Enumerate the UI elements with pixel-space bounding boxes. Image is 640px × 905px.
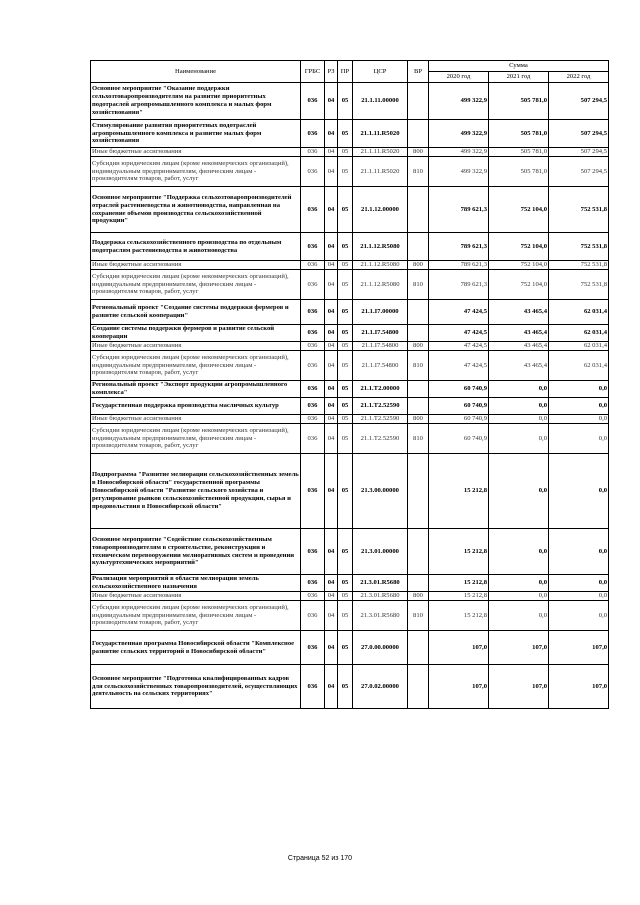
cell-name: Государственная программа Новосибирской области "Комплексное развитие сельских территорий в Новосибирской области"	[91, 631, 301, 665]
cell-csr: 27.0.00.00000	[353, 631, 408, 665]
cell-csr: 21.1.T2.52590	[353, 424, 408, 454]
cell-rz: 04	[325, 342, 338, 351]
cell-csr: 21.1.11.00000	[353, 83, 408, 120]
cell-y2021: 0,0	[489, 529, 549, 575]
table-row	[91, 261, 609, 270]
table-body	[91, 83, 609, 709]
cell-grbs: 036	[301, 342, 325, 351]
cell-rz: 04	[325, 300, 338, 325]
cell-name: Региональный проект "Создание системы поддержки фермеров и развитие сельской кооперации"	[91, 300, 301, 325]
cell-rz: 04	[325, 575, 338, 592]
cell-csr: 21.1.11.R5020	[353, 157, 408, 187]
cell-pr: 05	[338, 529, 353, 575]
cell-y2021: 505 781,0	[489, 83, 549, 120]
cell-y2020: 60 740,9	[429, 424, 489, 454]
table-row	[91, 120, 609, 148]
cell-vr	[408, 631, 429, 665]
cell-name: Иные бюджетные ассигнования	[91, 342, 301, 351]
table-row	[91, 529, 609, 575]
cell-y2020: 499 322,9	[429, 83, 489, 120]
cell-pr: 05	[338, 187, 353, 233]
cell-grbs: 036	[301, 381, 325, 398]
cell-y2022: 0,0	[549, 592, 609, 601]
header-pr: ПР	[338, 61, 353, 83]
cell-y2021: 752 104,0	[489, 233, 549, 261]
cell-y2021: 43 465,4	[489, 351, 549, 381]
cell-y2021: 0,0	[489, 454, 549, 529]
cell-grbs: 036	[301, 270, 325, 300]
cell-pr: 05	[338, 398, 353, 415]
cell-csr: 21.3.01.R5680	[353, 592, 408, 601]
cell-y2022: 752 531,8	[549, 270, 609, 300]
cell-name: Поддержка сельскохозяйственного производства по отдельным подотраслям растениеводства и животноводства	[91, 233, 301, 261]
cell-vr	[408, 381, 429, 398]
cell-y2022: 0,0	[549, 415, 609, 424]
cell-y2021: 0,0	[489, 415, 549, 424]
cell-grbs: 036	[301, 261, 325, 270]
cell-vr	[408, 187, 429, 233]
cell-y2020: 107,0	[429, 665, 489, 709]
cell-y2022: 507 294,5	[549, 120, 609, 148]
cell-csr: 21.1.11.R5020	[353, 148, 408, 157]
cell-y2021: 107,0	[489, 665, 549, 709]
cell-vr: 810	[408, 157, 429, 187]
cell-grbs: 036	[301, 157, 325, 187]
cell-vr: 800	[408, 342, 429, 351]
header-vr: ВР	[408, 61, 429, 83]
cell-vr: 800	[408, 261, 429, 270]
cell-rz: 04	[325, 83, 338, 120]
cell-grbs: 036	[301, 592, 325, 601]
cell-vr	[408, 665, 429, 709]
page-number: Страница 52 из 170	[287, 855, 353, 862]
cell-name: Субсидии юридическим лицам (кроме некоммерческих организаций), индивидуальным предпринимателям, физическим лицам - производителям товаров, работ, услуг	[91, 157, 301, 187]
cell-pr: 05	[338, 233, 353, 261]
cell-y2022: 507 294,5	[549, 83, 609, 120]
cell-y2021: 0,0	[489, 424, 549, 454]
cell-y2022: 752 531,8	[549, 187, 609, 233]
table-row	[91, 424, 609, 454]
cell-y2020: 499 322,9	[429, 157, 489, 187]
cell-y2022: 0,0	[549, 601, 609, 631]
cell-csr: 21.1.T2.52590	[353, 415, 408, 424]
cell-rz: 04	[325, 398, 338, 415]
cell-csr: 21.1.12.R5080	[353, 270, 408, 300]
cell-y2021: 43 465,4	[489, 300, 549, 325]
cell-csr: 21.3.00.00000	[353, 454, 408, 529]
cell-y2021: 43 465,4	[489, 342, 549, 351]
cell-csr: 21.1.I7.54800	[353, 325, 408, 342]
cell-pr: 05	[338, 381, 353, 398]
cell-y2022: 62 031,4	[549, 300, 609, 325]
cell-vr	[408, 325, 429, 342]
cell-y2020: 499 322,9	[429, 148, 489, 157]
cell-csr: 21.1.12.R5080	[353, 261, 408, 270]
cell-pr: 05	[338, 601, 353, 631]
cell-vr: 800	[408, 415, 429, 424]
cell-pr: 05	[338, 325, 353, 342]
cell-rz: 04	[325, 157, 338, 187]
cell-rz: 04	[325, 529, 338, 575]
cell-name: Стимулирование развития приоритетных подотраслей агропромышленного комплекса и развитие малых форм хозяйствования	[91, 120, 301, 148]
table-row	[91, 148, 609, 157]
cell-y2022: 62 031,4	[549, 342, 609, 351]
cell-pr: 05	[338, 270, 353, 300]
cell-y2022: 107,0	[549, 631, 609, 665]
cell-name: Иные бюджетные ассигнования	[91, 148, 301, 157]
cell-pr: 05	[338, 83, 353, 120]
cell-pr: 05	[338, 120, 353, 148]
cell-csr: 21.1.11.R5020	[353, 120, 408, 148]
cell-y2021: 0,0	[489, 575, 549, 592]
cell-csr: 21.1.I7.54800	[353, 351, 408, 381]
cell-y2021: 0,0	[489, 601, 549, 631]
cell-y2022: 752 531,8	[549, 261, 609, 270]
cell-rz: 04	[325, 261, 338, 270]
table-row	[91, 300, 609, 325]
cell-name: Субсидии юридическим лицам (кроме некоммерческих организаций), индивидуальным предпринимателям, физическим лицам - производителям товаров, работ, услуг	[91, 351, 301, 381]
cell-name: Субсидии юридическим лицам (кроме некоммерческих организаций), индивидуальным предпринимателям, физическим лицам - производителям товаров, работ, услуг	[91, 270, 301, 300]
header-year-2022: 2022 год	[549, 72, 609, 83]
table-row	[91, 351, 609, 381]
cell-y2022: 0,0	[549, 381, 609, 398]
cell-pr: 05	[338, 342, 353, 351]
cell-y2021: 505 781,0	[489, 120, 549, 148]
cell-vr	[408, 575, 429, 592]
cell-name: Основное мероприятие "Содействие сельскохозяйственным товаропроизводителям в строительстве, реконструкции и техническом перевооружении мелиоративных систем и проведении культуртехнических мероприятий"	[91, 529, 301, 575]
cell-vr	[408, 529, 429, 575]
cell-rz: 04	[325, 454, 338, 529]
cell-grbs: 036	[301, 351, 325, 381]
cell-y2020: 15 212,8	[429, 601, 489, 631]
header-sum: Сумма	[429, 61, 609, 72]
cell-y2020: 789 621,3	[429, 233, 489, 261]
cell-y2022: 62 031,4	[549, 351, 609, 381]
header-name: Наименование	[91, 61, 301, 83]
cell-grbs: 036	[301, 148, 325, 157]
table-row	[91, 270, 609, 300]
table-row	[91, 398, 609, 415]
cell-pr: 05	[338, 300, 353, 325]
cell-grbs: 036	[301, 665, 325, 709]
cell-name: Основное мероприятие "Подготовка квалифицированных кадров для сельскохозяйственных товаропроизводителей, осуществляющих деятельность на сельских территориях"	[91, 665, 301, 709]
cell-name: Региональный проект "Экспорт продукции агропромышленного комплекса"	[91, 381, 301, 398]
cell-name: Реализация мероприятий в области мелиорации земель сельскохозяйственного назначения	[91, 575, 301, 592]
table-row	[91, 342, 609, 351]
cell-rz: 04	[325, 665, 338, 709]
cell-grbs: 036	[301, 233, 325, 261]
cell-rz: 04	[325, 148, 338, 157]
cell-vr	[408, 454, 429, 529]
cell-y2021: 752 104,0	[489, 187, 549, 233]
cell-vr: 810	[408, 351, 429, 381]
cell-y2022: 0,0	[549, 529, 609, 575]
cell-name: Субсидии юридическим лицам (кроме некоммерческих организаций), индивидуальным предпринимателям, физическим лицам - производителям товаров, работ, услуг	[91, 601, 301, 631]
cell-name: Создание системы поддержки фермеров и развитие сельской кооперации	[91, 325, 301, 342]
cell-name: Государственная поддержка производства масличных культур	[91, 398, 301, 415]
table-row	[91, 575, 609, 592]
cell-pr: 05	[338, 148, 353, 157]
table-row	[91, 325, 609, 342]
cell-y2022: 752 531,8	[549, 233, 609, 261]
cell-pr: 05	[338, 592, 353, 601]
cell-name: Подпрограмма "Развитие мелиорации сельскохозяйственных земель в Новосибирской области" государственной программы Новосибирской области "Развитие сельского хозяйства и регулирование рынков сельскохозяйственной продукции, сырья и продовольствия в Новосибирской области"	[91, 454, 301, 529]
table-row	[91, 601, 609, 631]
cell-vr	[408, 300, 429, 325]
cell-grbs: 036	[301, 454, 325, 529]
cell-y2020: 15 212,8	[429, 454, 489, 529]
table-row	[91, 592, 609, 601]
cell-y2020: 15 212,8	[429, 592, 489, 601]
cell-pr: 05	[338, 575, 353, 592]
table-row	[91, 233, 609, 261]
cell-y2020: 47 424,5	[429, 342, 489, 351]
table-row	[91, 381, 609, 398]
cell-csr: 21.1.T2.52590	[353, 398, 408, 415]
cell-grbs: 036	[301, 398, 325, 415]
cell-csr: 21.1.12.00000	[353, 187, 408, 233]
cell-y2020: 60 740,9	[429, 381, 489, 398]
cell-rz: 04	[325, 592, 338, 601]
cell-pr: 05	[338, 454, 353, 529]
header-year-2020: 2020 год	[429, 72, 489, 83]
cell-grbs: 036	[301, 529, 325, 575]
cell-grbs: 036	[301, 415, 325, 424]
cell-y2020: 60 740,9	[429, 398, 489, 415]
table-row	[91, 631, 609, 665]
cell-csr: 27.0.02.00000	[353, 665, 408, 709]
table-row	[91, 83, 609, 120]
cell-name: Иные бюджетные ассигнования	[91, 415, 301, 424]
cell-y2020: 499 322,9	[429, 120, 489, 148]
cell-y2022: 0,0	[549, 424, 609, 454]
cell-y2021: 0,0	[489, 381, 549, 398]
cell-y2021: 505 781,0	[489, 157, 549, 187]
cell-y2020: 789 621,3	[429, 261, 489, 270]
cell-rz: 04	[325, 325, 338, 342]
cell-csr: 21.3.01.R5680	[353, 601, 408, 631]
cell-y2020: 47 424,5	[429, 300, 489, 325]
cell-rz: 04	[325, 187, 338, 233]
cell-csr: 21.1.I7.00000	[353, 300, 408, 325]
cell-y2020: 15 212,8	[429, 575, 489, 592]
cell-rz: 04	[325, 381, 338, 398]
cell-pr: 05	[338, 631, 353, 665]
table-row	[91, 665, 609, 709]
cell-name: Иные бюджетные ассигнования	[91, 261, 301, 270]
cell-y2022: 507 294,5	[549, 148, 609, 157]
cell-grbs: 036	[301, 300, 325, 325]
cell-rz: 04	[325, 424, 338, 454]
cell-vr: 810	[408, 601, 429, 631]
cell-y2021: 752 104,0	[489, 270, 549, 300]
cell-rz: 04	[325, 351, 338, 381]
table-row	[91, 157, 609, 187]
table-row	[91, 454, 609, 529]
cell-vr	[408, 120, 429, 148]
table-row	[91, 415, 609, 424]
cell-vr	[408, 233, 429, 261]
cell-vr	[408, 83, 429, 120]
cell-y2020: 60 740,9	[429, 415, 489, 424]
cell-grbs: 036	[301, 120, 325, 148]
cell-y2020: 15 212,8	[429, 529, 489, 575]
header-grbs: ГРБС	[301, 61, 325, 83]
cell-pr: 05	[338, 415, 353, 424]
cell-y2020: 789 621,3	[429, 270, 489, 300]
cell-rz: 04	[325, 120, 338, 148]
cell-y2021: 0,0	[489, 592, 549, 601]
cell-csr: 21.3.01.00000	[353, 529, 408, 575]
header-csr: ЦСР	[353, 61, 408, 83]
cell-csr: 21.1.12.R5080	[353, 233, 408, 261]
table-row	[91, 187, 609, 233]
cell-name: Основное мероприятие "Оказание поддержки сельхозтоваропроизводителям на развитие приоритетных подотраслей агропромышленного комплекса и малых форм хозяйствования"	[91, 83, 301, 120]
cell-y2021: 0,0	[489, 398, 549, 415]
cell-y2020: 107,0	[429, 631, 489, 665]
cell-name: Субсидии юридическим лицам (кроме некоммерческих организаций), индивидуальным предпринимателям, физическим лицам - производителям товаров, работ, услуг	[91, 424, 301, 454]
cell-rz: 04	[325, 631, 338, 665]
cell-rz: 04	[325, 270, 338, 300]
cell-y2021: 107,0	[489, 631, 549, 665]
cell-vr: 800	[408, 148, 429, 157]
cell-name: Иные бюджетные ассигнования	[91, 592, 301, 601]
cell-csr: 21.1.I7.54800	[353, 342, 408, 351]
cell-csr: 21.1.T2.00000	[353, 381, 408, 398]
cell-grbs: 036	[301, 601, 325, 631]
cell-y2022: 107,0	[549, 665, 609, 709]
header-rz: РЗ	[325, 61, 338, 83]
cell-grbs: 036	[301, 83, 325, 120]
cell-y2022: 0,0	[549, 454, 609, 529]
cell-vr: 800	[408, 592, 429, 601]
cell-y2020: 47 424,5	[429, 325, 489, 342]
cell-y2022: 507 294,5	[549, 157, 609, 187]
cell-y2020: 789 621,3	[429, 187, 489, 233]
cell-grbs: 036	[301, 187, 325, 233]
cell-vr: 810	[408, 270, 429, 300]
cell-pr: 05	[338, 351, 353, 381]
cell-y2021: 505 781,0	[489, 148, 549, 157]
cell-grbs: 036	[301, 325, 325, 342]
budget-table	[90, 60, 609, 709]
cell-y2021: 752 104,0	[489, 261, 549, 270]
cell-csr: 21.3.01.R5680	[353, 575, 408, 592]
cell-y2020: 47 424,5	[429, 351, 489, 381]
cell-grbs: 036	[301, 424, 325, 454]
cell-vr: 810	[408, 424, 429, 454]
cell-grbs: 036	[301, 631, 325, 665]
cell-grbs: 036	[301, 575, 325, 592]
cell-y2022: 0,0	[549, 575, 609, 592]
cell-rz: 04	[325, 601, 338, 631]
cell-y2022: 0,0	[549, 398, 609, 415]
header-year-2021: 2021 год	[489, 72, 549, 83]
cell-vr	[408, 398, 429, 415]
cell-y2021: 43 465,4	[489, 325, 549, 342]
cell-y2022: 62 031,4	[549, 325, 609, 342]
cell-rz: 04	[325, 415, 338, 424]
cell-name: Основное мероприятие "Поддержка сельхозтоваропроизводителей отраслей растениеводства и животноводства, направленная на сохранение объемов производства сельскохозяйственной продукции"	[91, 187, 301, 233]
cell-rz: 04	[325, 233, 338, 261]
cell-pr: 05	[338, 261, 353, 270]
cell-pr: 05	[338, 665, 353, 709]
cell-pr: 05	[338, 424, 353, 454]
cell-pr: 05	[338, 157, 353, 187]
